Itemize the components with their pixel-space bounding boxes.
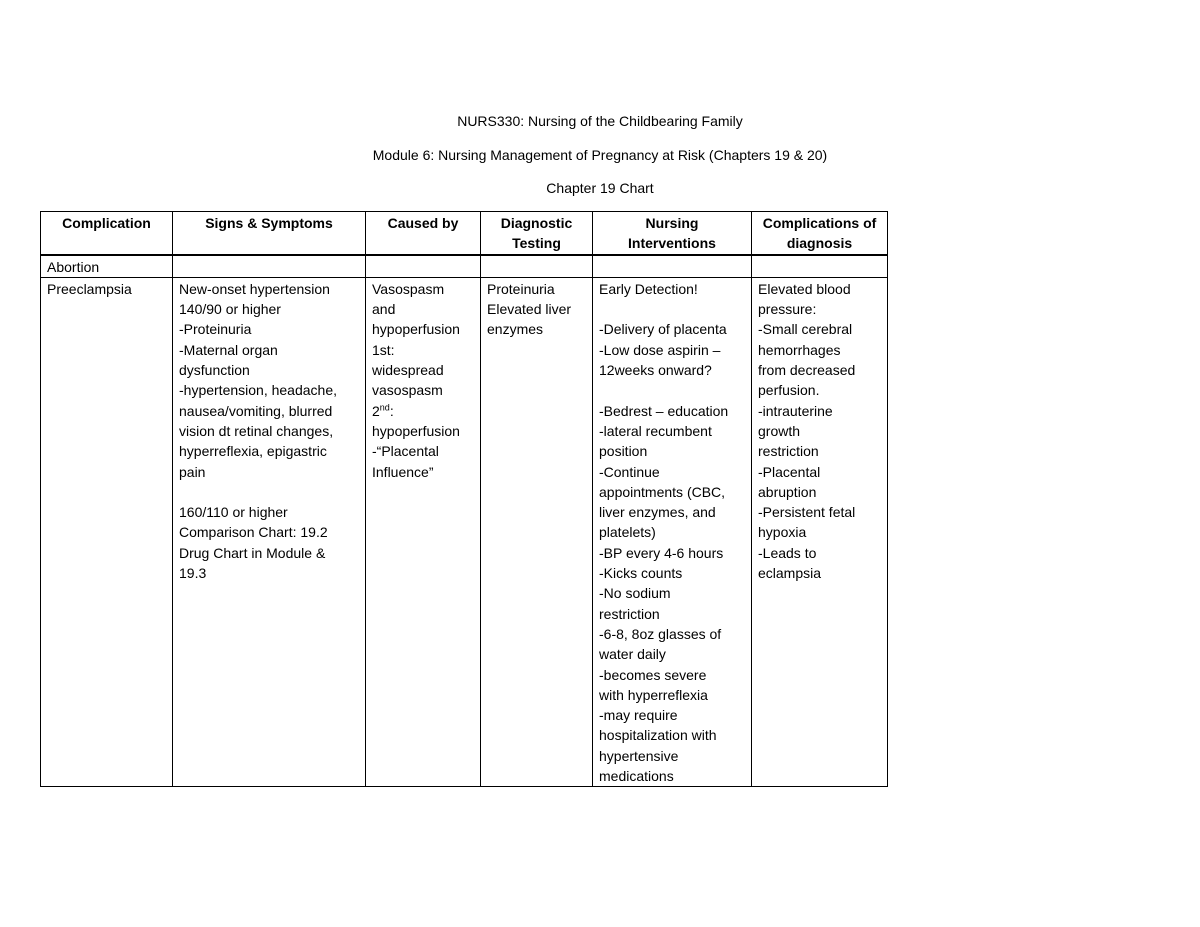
course-title: NURS330: Nursing of the Childbearing Family <box>457 113 743 129</box>
cell-line: dysfunction <box>179 362 250 379</box>
cell-line: -Maternal organ <box>179 341 278 358</box>
table-header-row <box>41 212 888 255</box>
cell-complications-of-diagnosis <box>752 277 888 786</box>
cell-diagnostic-testing <box>481 277 593 786</box>
cell-line: platelets) <box>599 524 656 541</box>
cell-line: pressure: <box>758 301 817 318</box>
cell-line: hospitalization with <box>599 727 717 744</box>
cell-line: pain <box>179 463 206 480</box>
blank-line <box>599 380 745 400</box>
cell-line: restriction <box>758 443 819 460</box>
cell-line: 2nd: <box>372 402 394 419</box>
cell-line: -Continue <box>599 463 660 480</box>
blank-line <box>599 299 745 319</box>
cell-line: 140/90 or higher <box>179 301 281 318</box>
cell-line: growth <box>758 422 801 439</box>
cell-line: hypoperfusion <box>372 422 460 439</box>
cell-line: -No sodium <box>599 585 671 602</box>
table-row <box>41 277 888 786</box>
cell-line: -Placental <box>758 463 821 480</box>
header-label-line: diagnosis <box>786 235 853 252</box>
cell-line: hypoperfusion <box>372 321 460 338</box>
cell-line: New-onset hypertension <box>179 280 330 297</box>
header-label-line: Interventions <box>628 235 716 252</box>
cell-line: -6-8, 8oz glasses of <box>599 625 722 642</box>
header-label-line: Complication <box>62 215 151 231</box>
header-diagnostic-testing <box>481 212 593 255</box>
chart-title: Chapter 19 Chart <box>546 180 654 196</box>
cell-line: -Delivery of placenta <box>599 321 727 338</box>
cell-line: vasospasm <box>372 382 443 399</box>
cell-line: Comparison Chart: 19.2 <box>179 524 328 541</box>
cell-line: liver enzymes, and <box>599 504 716 521</box>
cell-line: perfusion. <box>758 382 820 399</box>
cell-line: Elevated blood <box>758 280 851 297</box>
cell-line: -Leads to <box>758 544 817 561</box>
cell-line: hypoxia <box>758 524 807 541</box>
cell-signs-symptoms <box>173 277 366 786</box>
table-row <box>41 255 888 278</box>
cell-line: with hyperreflexia <box>599 686 708 703</box>
cell-line: hyperreflexia, epigastric <box>179 443 327 460</box>
cell-line: Vasospasm <box>372 280 445 297</box>
cell-line: medications <box>599 768 674 785</box>
cell-line: restriction <box>599 605 660 622</box>
header-label-line: Signs & Symptoms <box>205 215 333 231</box>
cell-line: -Persistent fetal <box>758 504 856 521</box>
cell-complications-of-diagnosis <box>752 255 888 278</box>
cell-line: Early Detection! <box>599 280 698 297</box>
cell-line: Drug Chart in Module & <box>179 544 326 561</box>
cell-line: -may require <box>599 707 678 724</box>
cell-line: abruption <box>758 483 817 500</box>
cell-line: hypertensive <box>599 747 679 764</box>
cell-line: Influence” <box>372 463 434 480</box>
cell-caused-by <box>366 277 481 786</box>
blank-line <box>179 482 359 502</box>
cell-nursing-interventions <box>593 255 752 278</box>
cell-line: 160/110 or higher <box>179 504 288 521</box>
cell-line: hemorrhages <box>758 341 841 358</box>
cell-caused-by <box>366 255 481 278</box>
cell-line: nausea/vomiting, blurred <box>179 402 333 419</box>
cell-line: -intrauterine <box>758 402 833 419</box>
cell-line: vision dt retinal changes, <box>179 422 334 439</box>
cell-complication: Abortion <box>41 255 173 278</box>
cell-line: widespread <box>372 362 444 379</box>
cell-line: -Bedrest – education <box>599 402 729 419</box>
cell-line: Elevated liver <box>487 301 572 318</box>
cell-line: 12weeks onward? <box>599 362 712 379</box>
cell-line: -“Placental <box>372 443 439 460</box>
cell-line: and <box>372 301 396 318</box>
cell-line: 1st: <box>372 341 395 358</box>
cell-line: -Small cerebral <box>758 321 853 338</box>
cell-diagnostic-testing <box>481 255 593 278</box>
header-label-line: Caused by <box>387 215 459 231</box>
header-complications-of-diagnosis <box>752 212 888 255</box>
cell-line: enzymes <box>487 321 544 338</box>
cell-line: 19.3 <box>179 565 207 582</box>
cell-line: position <box>599 443 648 460</box>
cell-signs-symptoms <box>173 255 366 278</box>
header-signs-symptoms <box>173 212 366 255</box>
cell-line: Proteinuria <box>487 280 555 297</box>
cell-nursing-interventions <box>593 277 752 786</box>
cell-line: -hypertension, headache, <box>179 382 337 399</box>
cell-line: -becomes severe <box>599 666 707 683</box>
chapter-chart-table <box>40 211 888 787</box>
cell-complication: Preeclampsia <box>41 277 173 786</box>
header-caused-by <box>366 212 481 255</box>
cell-line: from decreased <box>758 362 856 379</box>
cell-line: water daily <box>599 646 666 663</box>
header-complication <box>41 212 173 255</box>
cell-line: -BP every 4-6 hours <box>599 544 724 561</box>
cell-line: appointments (CBC, <box>599 483 726 500</box>
header-label-line: Nursing <box>645 215 699 231</box>
cell-line: -Low dose aspirin – <box>599 341 721 358</box>
cell-line: eclampsia <box>758 565 822 582</box>
header-nursing-interventions <box>593 212 752 255</box>
header-label-line: Testing <box>512 235 561 252</box>
cell-line: -Proteinuria <box>179 321 252 338</box>
cell-line: -lateral recumbent <box>599 422 712 439</box>
header-label-line: Complications of <box>762 215 877 231</box>
module-title: Module 6: Nursing Management of Pregnancy at Risk (Chapters 19 & 20) <box>372 147 828 163</box>
cell-line: -Kicks counts <box>599 565 683 582</box>
header-label-line: Diagnostic <box>500 215 573 231</box>
